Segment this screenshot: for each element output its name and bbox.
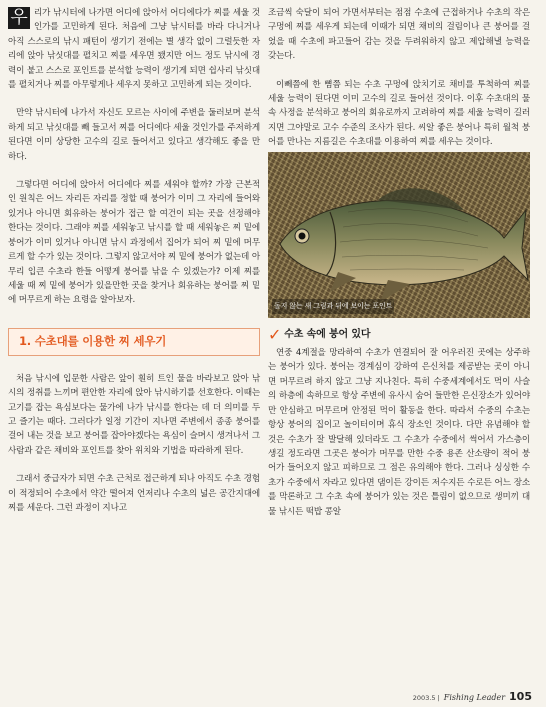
magazine-name: Fishing Leader: [443, 693, 506, 702]
subheading: [268, 324, 530, 344]
paragraph-2: 만약 낚시터에 나가서 자신도 모르는 사이에 주변을 둘러보며 분석하게 되고 낚싯대를 빼 들고서 찌를 어디에다 세울 것인가를 주저하게 된다면 이미 상당한 고수의 길로 들어서고 있다고 생각해도 좋을 만 하다.: [8, 108, 260, 162]
fish-photo: [268, 152, 530, 318]
subheading-text: 수초 속에 붕어 있다: [284, 328, 371, 340]
photo-caption: 돌지 않는 새 그림과 뒤에 보이는 포인트: [272, 299, 394, 313]
page-footer: [413, 690, 532, 703]
right-paragraph-1: 조금씩 숙달이 되어 가면서부터는 점점 수초에 근접하거나 수초의 작은 구멍에 찌를 세우게 되는데 이때가 되면 채비의 걸림이나 큰 붕어를 걸었을 때 수초에 파고들어 감는 것을 두려워하지 않고 제압해낼 능력을 갖는다.: [268, 8, 530, 62]
issue-date: 2003.5 |: [412, 694, 440, 702]
intro-paragraph: [8, 6, 260, 92]
crucian-carp-illustration: [268, 152, 530, 318]
check-mark-icon: ✓: [268, 324, 282, 344]
intro-text: 리가 낚시터에 나가면 어디에 앉아서 어디에다가 찌를 세울 것인가를 고민하게 된다. 처음에 그냥 낚시터를 바라 다니거나 아직 스스로의 낚시 패턴이 생기기 전에는 별 생각 없이 그럴듯한 자리에 앉아 낚싯대를 펼치고 찌를 세우면 됐지만 어느 정도 낚시에 경력이 붙고 스스로 포인트를 분석할 능력이 생기게 되면 쉽사리 낚싯대를 펼치거나 찌를 아무렇게나 세우지 못하고 고민하게 되는 것이다.: [8, 8, 260, 91]
drop-cap: 우: [8, 7, 30, 29]
paragraph-5: 그래서 중급자가 되면 수초 근처로 접근하게 되나 아직도 수초 경험이 적정되어 수초에서 약간 떨어져 언저리나 수초의 넓은 공간지대에 찌를 세운다. 그런 과정이 지나고: [8, 474, 260, 513]
right-paragraph-2: 이뻬쯤에 한 뼘쯤 되는 수초 구멍에 앉치기로 채비를 투척하여 찌를 세울 능력이 된다면 이미 고수의 길로 들어선 것이다. 이후 수초대의 물속 사정을 분석하고 붕어의 회유로까지 고려하여 찌를 세울 능력이 길러지면 그야말로 고수 수준의 조사가 된다. 씨알 좋은 붕어나 특히 월척 붕어를 만나는 지름길은 수초대를 이용하여 찌를 세우는 것이다.: [268, 79, 530, 148]
paragraph-3: 그렇다면 어디에 앉아서 어디에다 찌를 세워야 할까? 가장 근본적인 원칙은 어느 자리든 자리를 정할 때 붕어가 이미 그 자리에 들어와 있거나 아니면 회유하는 붕어가 접근 할 여건이 되는 곳을 선정해야 한다는 것이다. 그래야 찌를 세워놓고 낚시를 할 때 세워놓은 찌 밑에 붕어가 이미 있거나 아니면 낚시 과정에서 집어가 되어 찌 밑에 머무르게 할 수가 있는 것이다. 그렇지 않고서야 찌 밑에 붕어가 없는데 아무리 입큰 수초라 한들 어떻게 붕어를 낚을 수 있겠는가? 이제 찌를 세울 때 찌 밑에 붕어가 있을만한 곳을 찾거나 회유하는 붕어를 찌 밑에 머무르게 하는 요령을 알아보자.: [8, 180, 260, 306]
page-number: 105: [509, 690, 532, 703]
section-title: 1. 수초대를 이용한 찌 세우기: [19, 333, 167, 348]
right-column: [268, 6, 530, 519]
right-paragraph-3: 연중 4계절을 망라하여 수초가 연결되어 잘 어우러진 곳에는 상주하는 붕어가 있다. 붕어는 경계심이 강하여 은신처를 제공받는 곳이 아니면 머무르려 하지 않고 그냥 지나친다. 특히 수중세계에서도 먹이 사슬의 하층에 속하므로 항상 주변에 유사시 숨어 들만한 은신장소가 있어야만 안심하고 머무르며 안정된 먹이 활동을 한다. 따라서 수중의 수초는 항상 붕어의 집이고 놀이터이며 휴식 장소인 것이다. 다만 유념해야 할 것은 수초가 잘 발달해 있더라도 그 수초가 수중에서 썩어서 가스층이 생길 정도라면 그곳은 붕어가 머무를 만한 수중 용존 산소량이 적어 붕어가 들어오지 않고 피하므로 그 점은 유의해야 한다. 그러나 싱싱한 수초가 수중에서 자라고 있다면 댐이든 강이든 저수지든 수로든 어느 장소를 막론하고 그 수초 속에 붕어가 있는 것은 틀림이 없으므로 생미끼 대물 낚시든 떡밥 콩알: [268, 348, 530, 517]
left-column: [8, 6, 260, 515]
section-header-box: [8, 328, 260, 356]
paragraph-4: 처음 낚시에 입문한 사람은 앞이 훤히 트인 물을 바라보고 앉아 낚시의 정취를 느끼며 편안한 자리에 앉아 낚시하기를 선호한다. 이때는 고기를 잡는 욕심보다는 물가에 나가 낚시를 한다는 데 더 의미를 두고 즐기는 때다. 그러다가 일정 기간이 지나면 주변에서 종종 붕어를 걸어 내는 것을 보고 붕어를 잡아야겠다는 욕심이 슬며시 생겨나서 그 사람과 같은 채비와 포인트를 찾아 위치와 기법을 따라하게 된다.: [8, 373, 260, 456]
